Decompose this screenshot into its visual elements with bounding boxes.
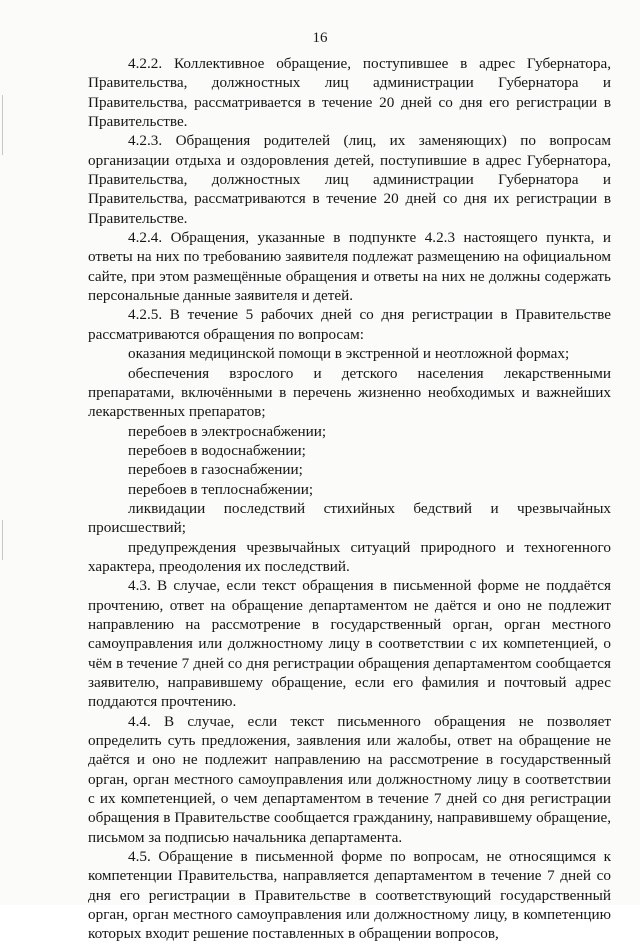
scan-edge-mark (2, 520, 3, 560)
paragraph: 4.2.2. Коллективное обращение, поступившее в адрес Губернатора, Правительства, должностных лиц администрации Губернатора и Правительства, рассматривается в течение 20 дней со дня его регистрации в Правительстве. (88, 55, 611, 131)
list-item: ликвидации последствий стихийных бедствий и чрезвычайных происшествий; (88, 499, 611, 537)
list-item: перебоев в водоснабжении; (128, 441, 306, 459)
document-body (88, 54, 611, 944)
list-item: предупреждения чрезвычайных ситуаций природного и техногенного характера, преодоления их последствий. (88, 538, 611, 575)
paragraph: 4.2.4. Обращения, указанные в подпункте 4.2.3 настоящего пункта, и ответы на них по требованию заявителя подлежат размещению на официальном сайте, при этом размещённые обращения и ответы на них не должны содержать персональные данные заявителя и детей. (88, 229, 611, 305)
paragraph: 4.4. В случае, если текст письменного обращения не позволяет определить суть предложения, заявления или жалобы, ответ на обращение не даётся и оно не подлежит направлению на рассмотрение в государственный орган, орган местного самоуправления или должностному лицу в соответствии с их компетенцией, о чем департаментом в течение 7 дней со дня регистрации обращения в Правительстве сообщается гражданину, направившему обращение, письмом за подписью начальника департамента. (88, 712, 611, 846)
list-item: оказания медицинской помощи в экстренной и неотложной формах; (128, 345, 570, 363)
page-number: 16 (312, 30, 328, 46)
list-item: перебоев в электроснабжении; (128, 422, 327, 440)
list-item: перебоев в газоснабжении; (128, 461, 303, 479)
scan-edge-mark (2, 95, 3, 155)
paragraph: 4.2.5. В течение 5 рабочих дней со дня регистрации в Правительстве рассматриваются обращения по вопросам: (88, 306, 611, 343)
paragraph: 4.5. Обращение в письменной форме по вопросам, не относящимся к компетенции Правительства, направляется департаментом в течение 7 дней со дня его регистрации в Правительстве в соответствующий государственный орган, орган местного самоуправления или должностному лицу, в компетенцию которых входит решение поставленных в обращении вопросов, (88, 848, 611, 943)
list-item: перебоев в теплоснабжении; (128, 480, 314, 498)
paragraph: 4.3. В случае, если текст обращения в письменной форме не поддаётся прочтению, ответ на обращение департаментом не даётся и оно не подлежит направлению на рассмотрение в государственный орган, орган местного самоуправления или должностному лицу в соответствии с их компетенцией, о чём в течение 7 дней со дня регистрации обращения департаментом сообщается заявителю, направившему обращение, если его фамилия и почтовый адрес поддаются прочтению. (88, 577, 611, 711)
list-item: обеспечения взрослого и детского населения лекарственными препаратами, включёнными в перечень жизненно необходимых и важнейших лекарственных препаратов; (88, 364, 611, 421)
paragraph: 4.2.3. Обращения родителей (лиц, их заменяющих) по вопросам организации отдыха и оздоровления детей, поступившие в адрес Губернатора, Правительства, должностных лиц администрации Губернатора и Правительства, рассматриваются в течение 20 дней со дня их регистрации в Правительстве. (88, 132, 611, 227)
